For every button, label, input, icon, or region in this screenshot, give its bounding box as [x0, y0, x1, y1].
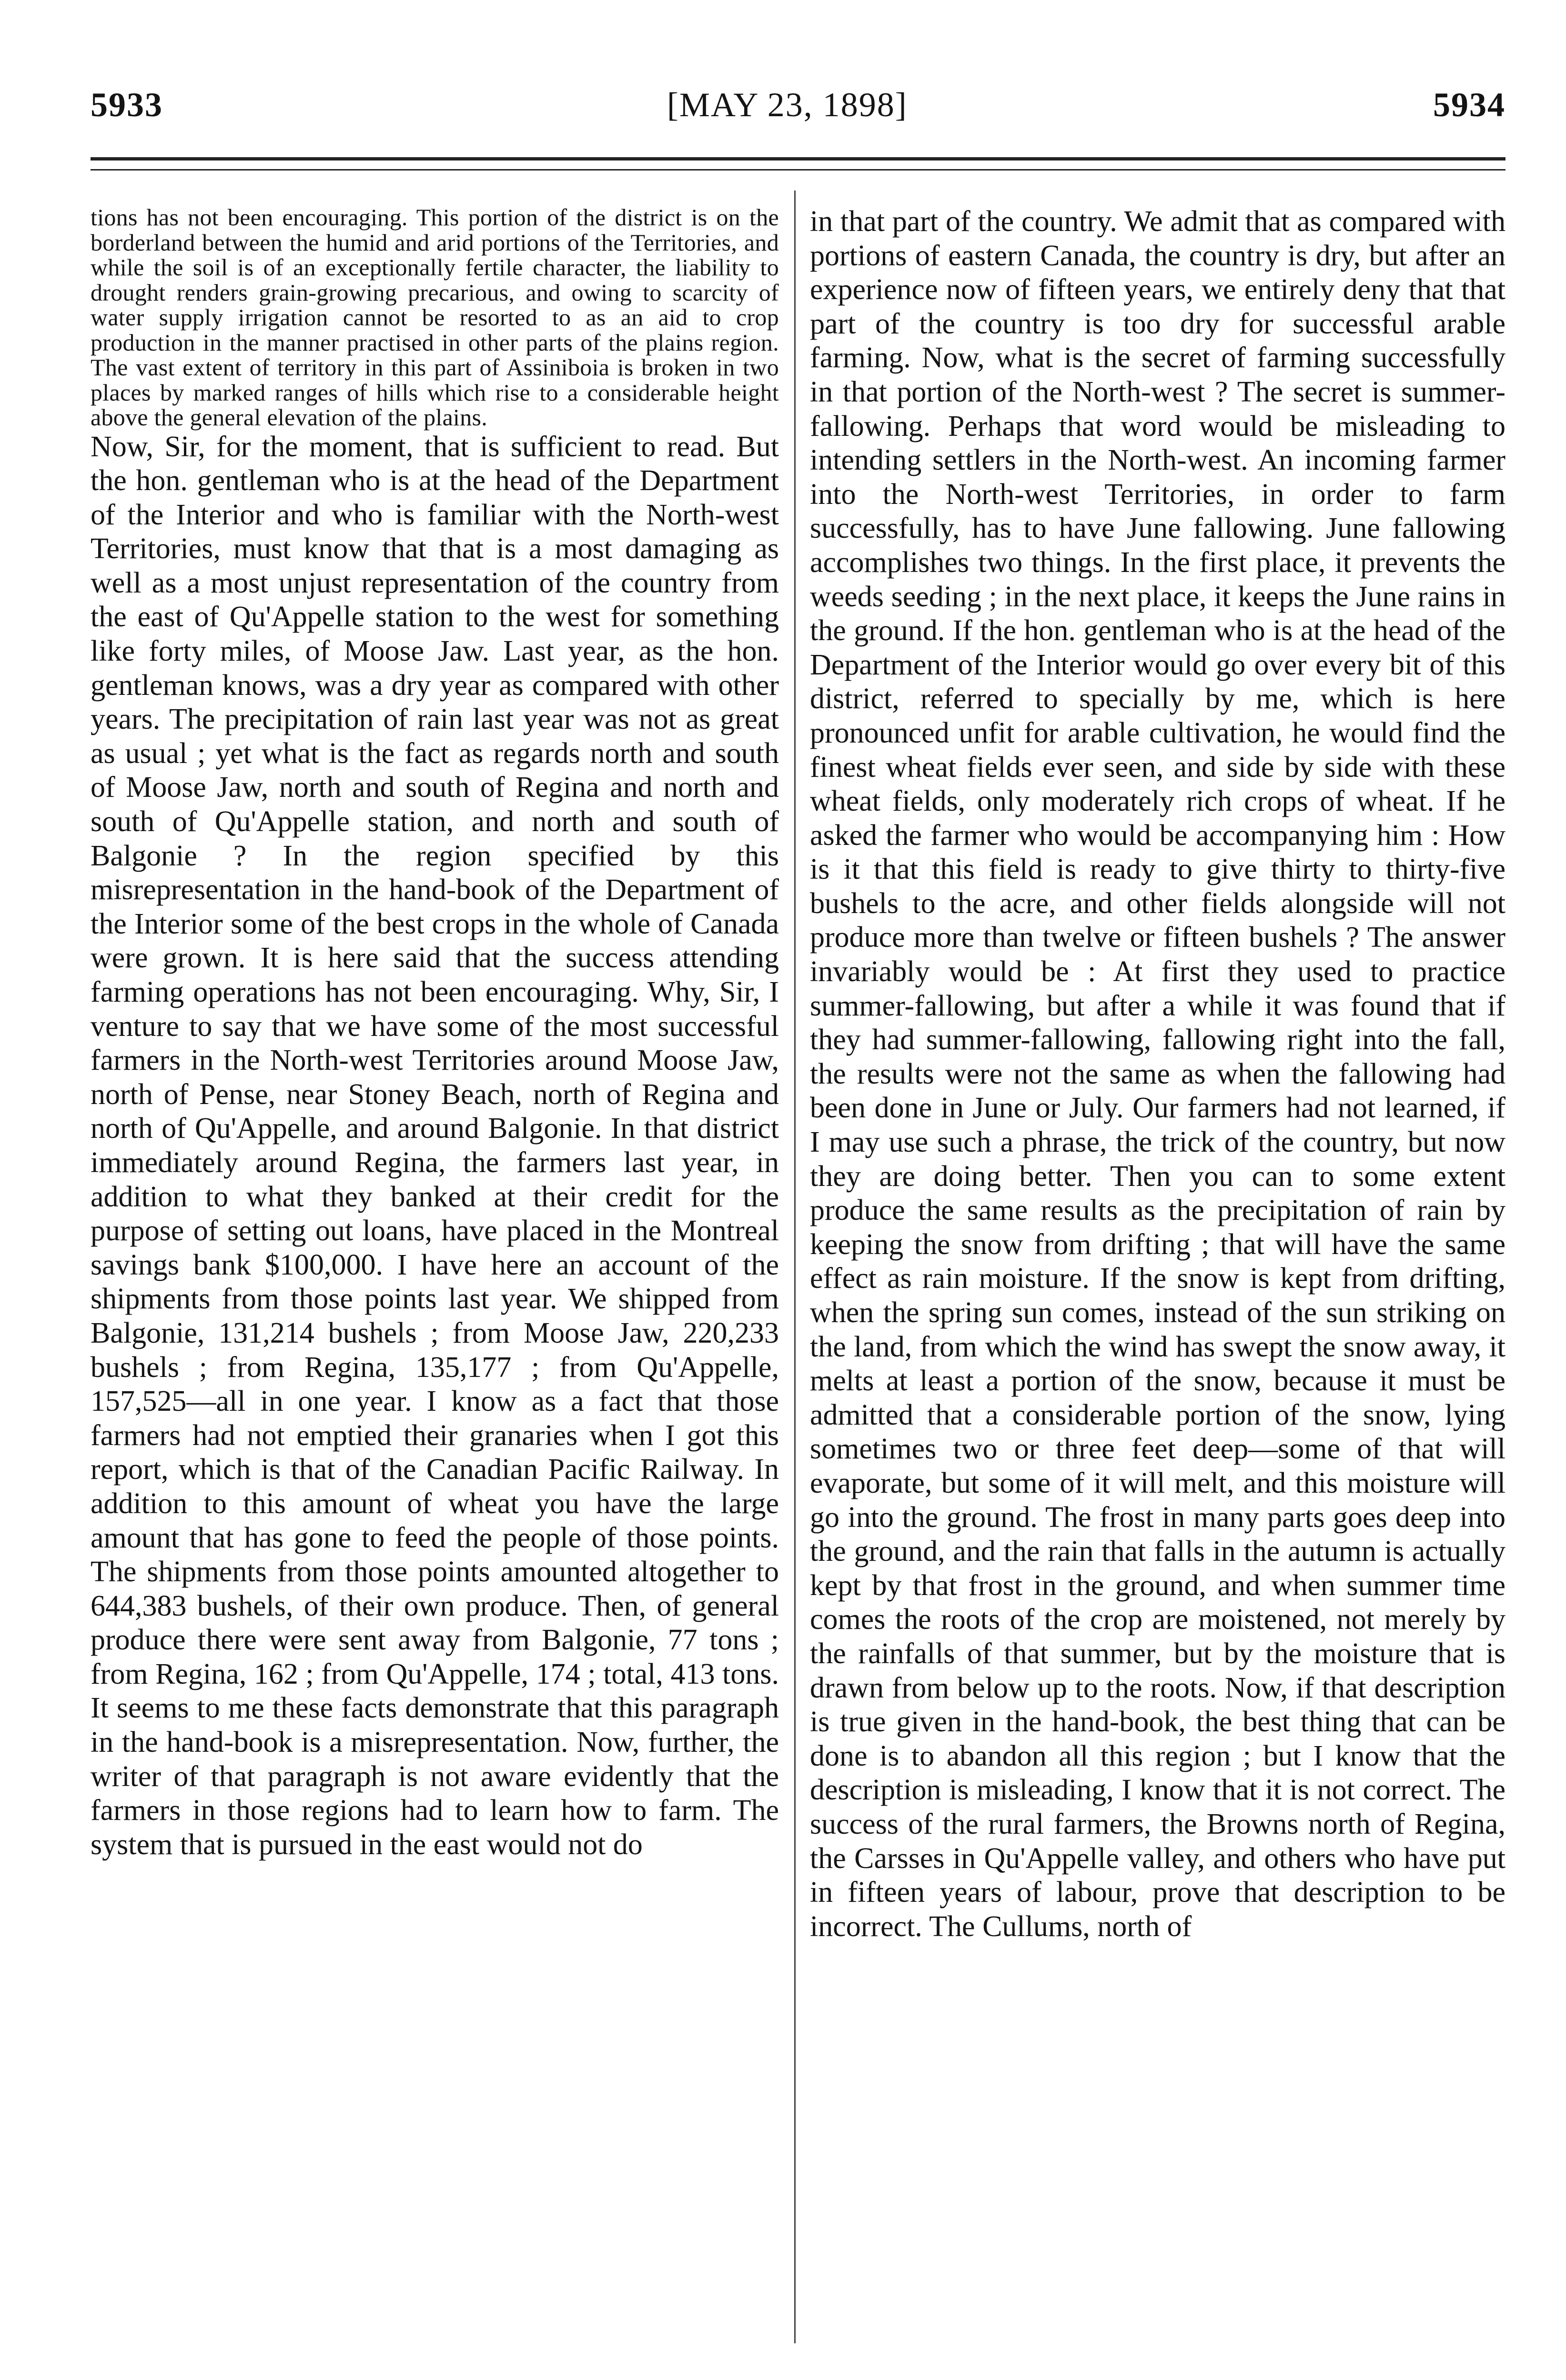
header-rule-thick: [91, 157, 1505, 161]
speech-paragraph-left: Now, Sir, for the moment, that is sufficient to read. But the hon. gentleman who is at the head of the Department of the Interior and who is familiar with the North-west Territories, must know that that is a most damaging as well as a most unjust representation of the country from the east of Qu'Appelle station to the west for something like forty miles, of Moose Jaw. Last year, as the hon. gentleman knows, was a dry year as compared with other years. The precipitation of rain last year was not as great as usual ; yet what is the fact as regards north and south of Moose Jaw, north and south of Regina and north and south of Qu'Appelle station, and north and south of Balgonie ? In the region specified by this misrepresentation in the hand-book of the Department of the Interior some of the best crops in the whole of Canada were grown. It is here said that the success attending farming operations has not been encouraging. Why, Sir, I venture to say that we have some of the most successful farmers in the North-west Territories around Moose Jaw, north of Pense, near Stoney Beach, north of Regina and north of Qu'Appelle, and around Balgonie. In that district immediately around Regina, the farmers last year, in addition to what they banked at their credit for the purpose of setting out loans, have placed in the Montreal savings bank $100,000. I have here an account of the shipments from those points last year. We shipped from Balgonie, 131,214 bushels ; from Moose Jaw, 220,233 bushels ; from Regina, 135,177 ; from Qu'Appelle, 157,525—all in one year. I know as a fact that those farmers had not emptied their granaries when I got this report, which is that of the Canadian Pacific Railway. In addition to this amount of wheat you have the large amount that has gone to feed the people of those points. The shipments from those points amounted altogether to 644,383 bushels, of their own produce. Then, of general produce there were sent away from Balgonie, 77 tons ; from Regina, 162 ; from Qu'Appelle, 174 ; total, 413 tons. It seems to me these facts demonstrate that this paragraph in the hand-book is a misrepresentation. Now, further, the writer of that paragraph is not aware evidently that the farmers in those regions had to learn how to farm. The system that is pursued in the east would not do: [91, 430, 779, 1861]
page-number-right: 5934: [1433, 86, 1505, 124]
right-column: [810, 205, 1505, 2339]
page-number-left: 5933: [91, 86, 163, 124]
left-column: [91, 205, 779, 2339]
speech-paragraph-right: in that part of the country. We admit that as compared with portions of eastern Canada, the country is dry, but after an experience now of fifteen years, we entirely deny that that part of the country is too dry for successful arable farming. Now, what is the secret of farming successfully in that portion of the North-west ? The secret is summer-fallowing. Perhaps that word would be misleading to intending settlers in the North-west. An incoming farmer into the North-west Territories, in order to farm successfully, has to have June fallowing. June fallowing accomplishes two things. In the first place, it prevents the weeds seeding ; in the next place, it keeps the June rains in the ground. If the hon. gentleman who is at the head of the Department of the Interior would go over every bit of this district, referred to specially by me, which is here pronounced unfit for arable cultivation, he would find the finest wheat fields ever seen, and side by side with these wheat fields, only moderately rich crops of wheat. If he asked the farmer who would be accompanying him : How is it that this field is ready to give thirty to thirty-five bushels to the acre, and other fields alongside will not produce more than twelve or fifteen bushels ? The answer invariably would be : At first they used to practice summer-fallowing, but after a while it was found that if they had summer-fallowing, fallowing right into the fall, the results were not the same as when the fallowing had been done in June or July. Our farmers had not learned, if I may use such a phrase, the trick of the country, but now they are doing better. Then you can to some extent produce the same results as the precipitation of rain by keeping the snow from drifting ; that will have the same effect as rain moisture. If the snow is kept from drifting, when the spring sun comes, instead of the sun striking on the land, from which the wind has swept the snow away, it melts at least a portion of the snow, because it must be admitted that a considerable portion of the snow, lying sometimes two or three feet deep—some of that will evaporate, but some of it will melt, and this moisture will go into the ground. The frost in many parts goes deep into the ground, and the rain that falls in the autumn is actually kept by that frost in the ground, and when summer time comes the roots of the crop are moistened, not merely by the rainfalls of that summer, but by the moisture that is drawn from below up to the roots. Now, if that description is true given in the hand-book, the best thing that can be done is to abandon all this region ; but I know that the description is misleading, I know that it is not correct. The success of the rural farmers, the Browns north of Regina, the Carsses in Qu'Appelle valley, and others who have put in fifteen years of labour, prove that description to be incorrect. The Cullums, north of: [810, 205, 1505, 1943]
header-rule-thin: [91, 169, 1505, 171]
page-date: [MAY 23, 1898]: [667, 86, 908, 124]
column-divider: [794, 191, 796, 2343]
page-header: [91, 79, 1505, 131]
quoted-extract: tions has not been encouraging. This portion of the district is on the borderland between the humid and arid portions of the Territories, and while the soil is of an exceptionally fertile character, the liability to drought renders grain-growing precarious, and owing to scarcity of water supply irrigation cannot be resorted to as an aid to crop production in the manner practised in other parts of the plains region. The vast extent of territory in this part of Assiniboia is broken in two places by marked ranges of hills which rise to a considerable height above the general elevation of the plains.: [91, 205, 779, 431]
